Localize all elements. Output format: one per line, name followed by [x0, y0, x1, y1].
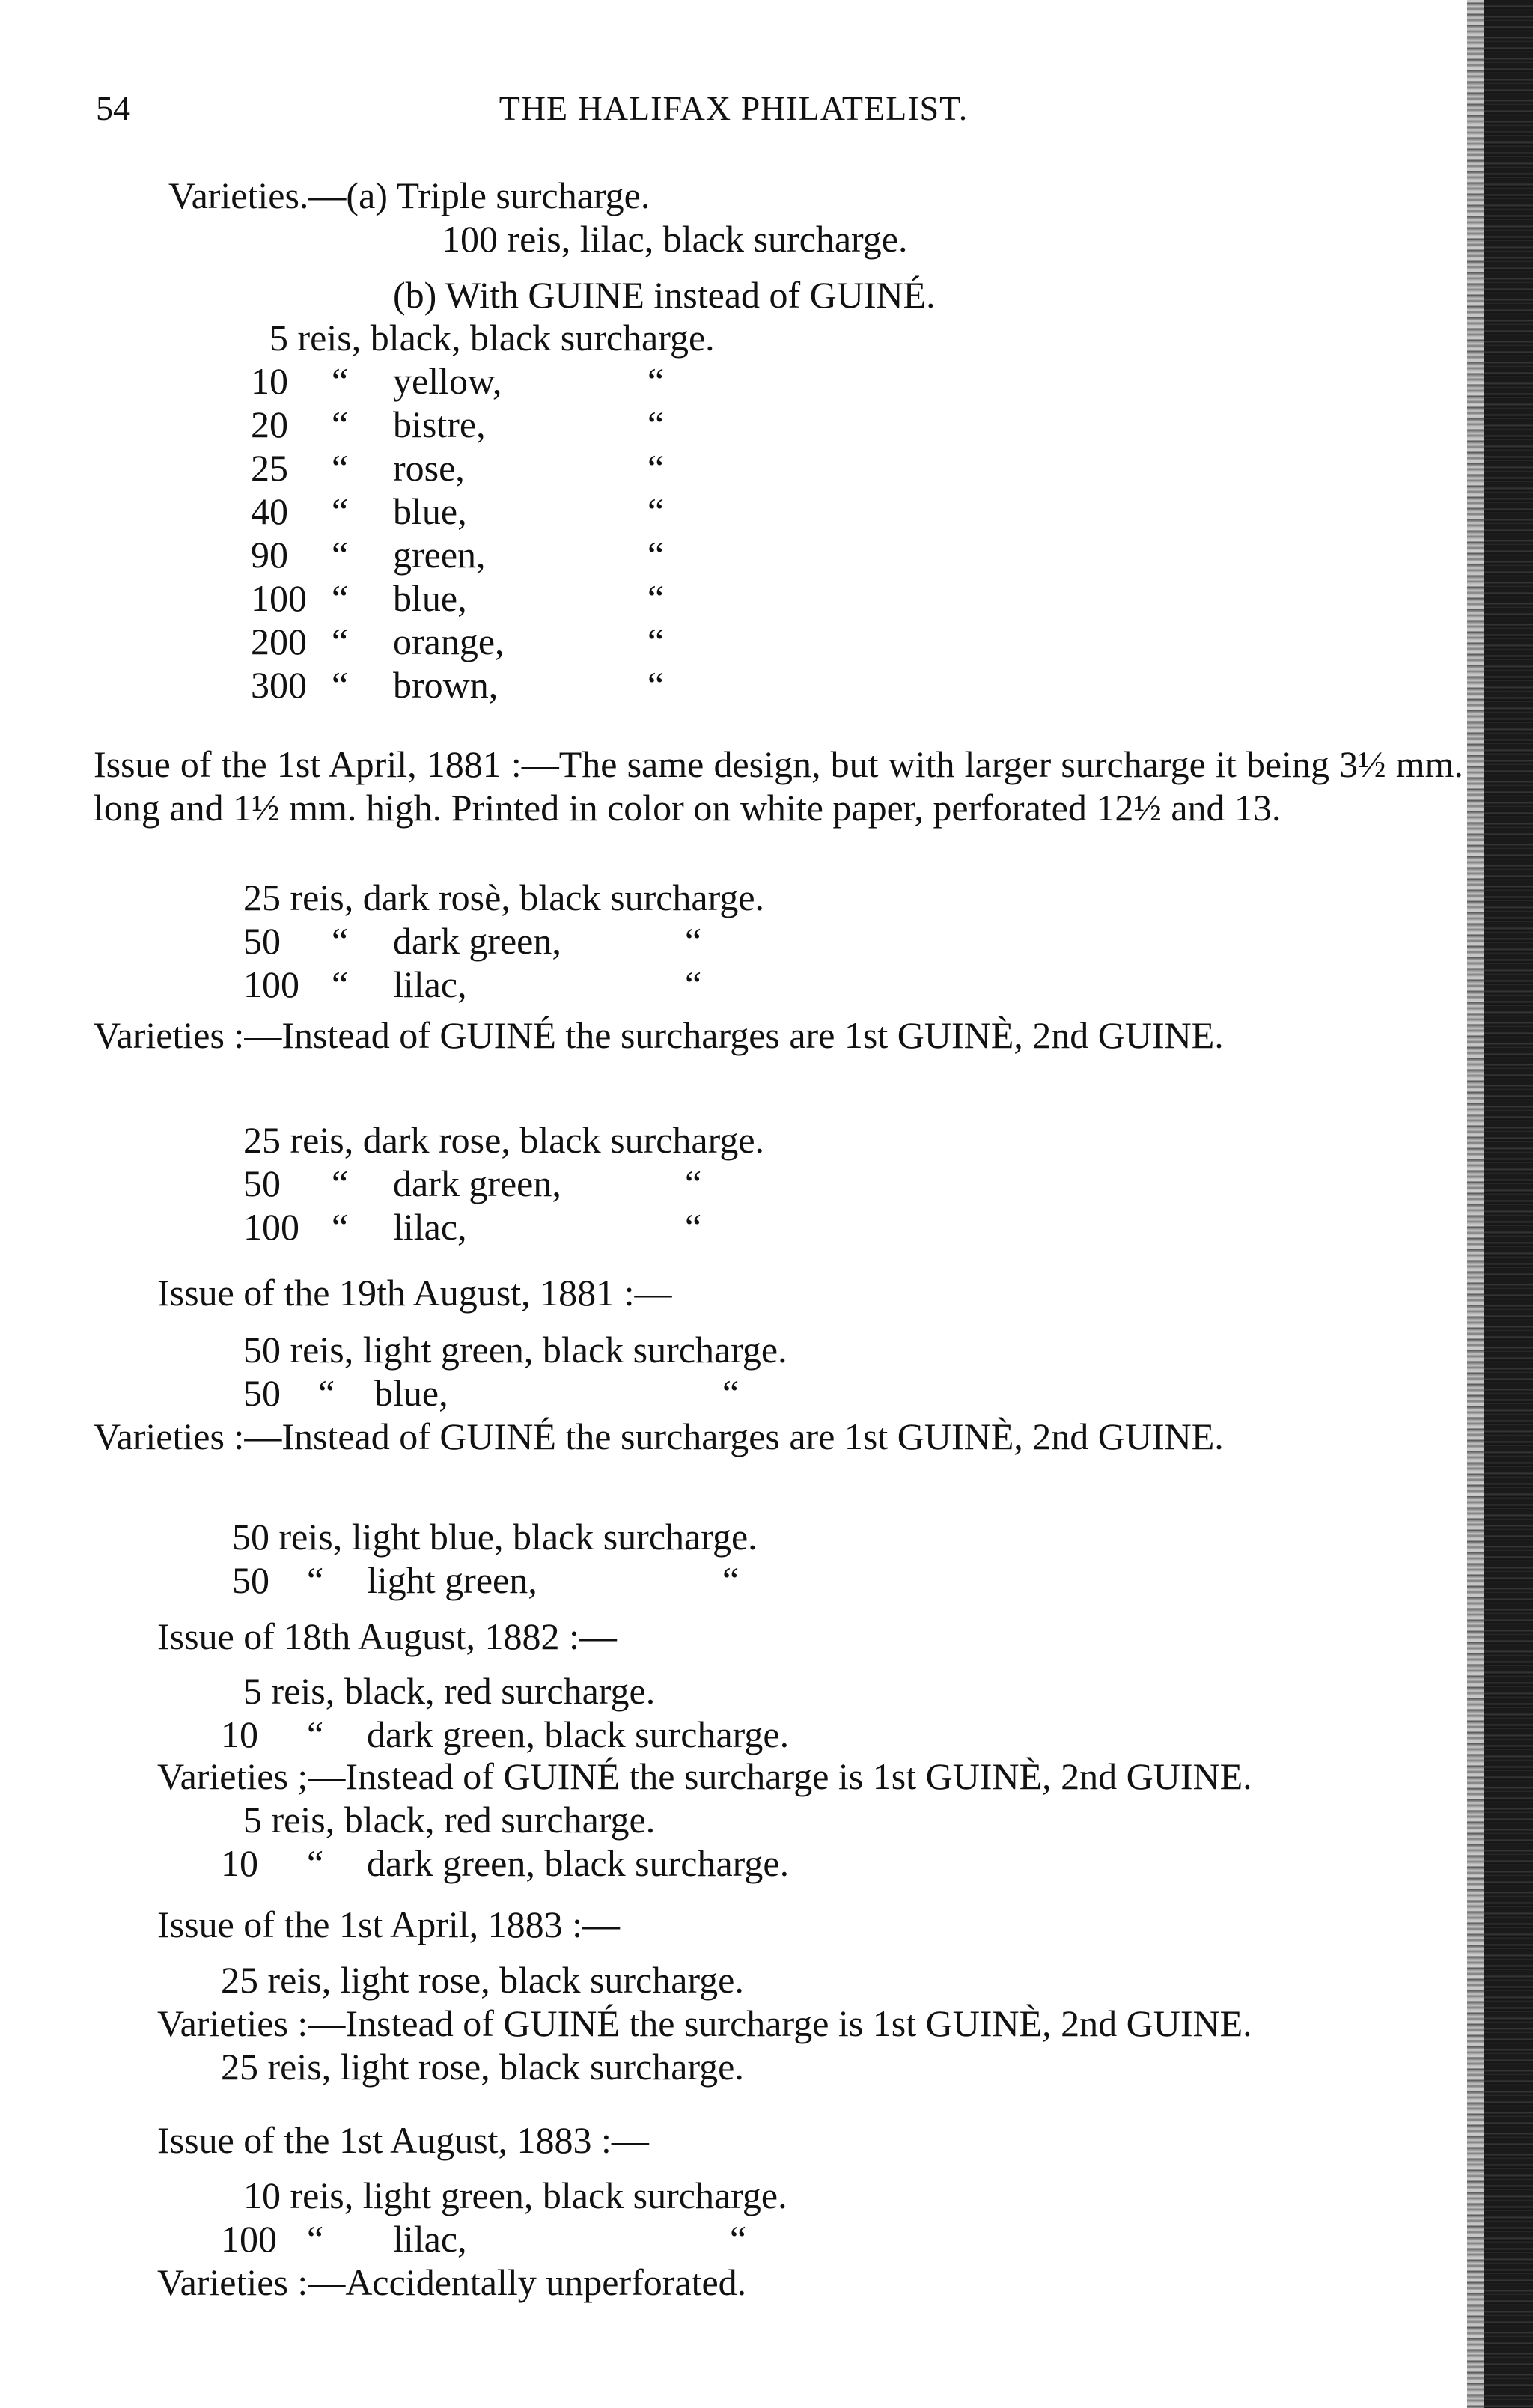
stamp-color: dark green, black surcharge. — [367, 1713, 790, 1755]
aug1881-varieties: Varieties :—Instead of GUINÉ the surcharges are 1st GUINÈ, 2nd GUINE. — [94, 1415, 1224, 1457]
ditto-mark: “ — [647, 403, 665, 445]
issue-aug-1883-heading: Issue of the 1st August, 1883 :— — [157, 2119, 649, 2161]
ditto-mark: “ — [722, 1559, 740, 1601]
issue-apr-1883-heading: Issue of the 1st April, 1883 :— — [157, 1903, 621, 1945]
ditto-mark: “ — [318, 1372, 335, 1414]
ditto-mark: “ — [332, 577, 349, 619]
stamp-color: lilac, — [393, 2218, 467, 2260]
stamp-value: 50 — [243, 920, 281, 962]
stamp-color: orange, — [393, 621, 505, 662]
aug1882-var-first-item: 5 reis, black, red surcharge. — [243, 1799, 656, 1841]
stamp-value: 100 — [243, 1206, 299, 1248]
varieties-b-heading: (b) With GUINE instead of GUINÉ. — [393, 274, 936, 316]
aug1882-first-item: 5 reis, black, red surcharge. — [243, 1670, 656, 1712]
scanned-page-edge — [1467, 0, 1533, 2408]
apr1883-varieties: Varieties :—Instead of GUINÉ the surcharge is 1st GUINÈ, 2nd GUINE. — [157, 2002, 1252, 2044]
stamp-value: 50 — [243, 1372, 281, 1414]
page-number: 54 — [96, 89, 130, 127]
varieties-a-heading: Varieties.—(a) Triple surcharge. — [168, 174, 650, 216]
stamp-value: 10 — [221, 1713, 258, 1755]
ditto-mark: “ — [332, 963, 349, 1005]
ditto-mark: “ — [332, 447, 349, 489]
stamp-value: 25 — [251, 447, 288, 489]
ditto-mark: “ — [332, 920, 349, 962]
stamp-value: 100 — [243, 963, 299, 1005]
stamp-color: dark green, — [393, 1162, 561, 1204]
varieties-b-first-item: 5 reis, black, black surcharge. — [269, 317, 715, 359]
ditto-mark: “ — [647, 534, 665, 576]
ditto-mark: “ — [722, 1372, 740, 1414]
page-header — [0, 88, 1467, 133]
ditto-mark: “ — [647, 577, 665, 619]
ditto-mark: “ — [730, 2218, 747, 2260]
ditto-mark: “ — [647, 360, 665, 402]
stamp-value: 40 — [251, 490, 288, 532]
ditto-mark: “ — [332, 664, 349, 706]
ditto-mark: “ — [685, 1162, 702, 1204]
ditto-mark: “ — [685, 920, 702, 962]
ditto-mark: “ — [647, 447, 665, 489]
ditto-mark: “ — [332, 403, 349, 445]
aug1883-first-item: 10 reis, light green, black surcharge. — [243, 2174, 787, 2216]
stamp-value: 100 — [221, 2218, 277, 2260]
stamp-color: blue, — [374, 1372, 448, 1414]
stamp-color: blue, — [393, 577, 467, 619]
issue-april-1881-paragraph: Issue of the 1st April, 1881 :—The same design, but with larger surcharge it being 3½ mm. long and 1½ mm. high. Printed in color on white paper, perforated 12½ and 13. — [94, 743, 1463, 829]
ditto-mark: “ — [332, 1206, 349, 1248]
stamp-value: 50 — [243, 1162, 281, 1204]
stamp-value: 10 — [221, 1842, 258, 1884]
stamp-color: rose, — [393, 447, 465, 489]
stamp-color: green, — [393, 534, 486, 576]
aug1881-var-first-item: 50 reis, light blue, black surcharge. — [232, 1516, 758, 1558]
running-title: THE HALIFAX PHILATELIST. — [499, 89, 969, 127]
ditto-mark: “ — [332, 1162, 349, 1204]
stamp-value: 300 — [251, 664, 307, 706]
varieties-a-item: 100 reis, lilac, black surcharge. — [442, 218, 908, 260]
stamp-color: lilac, — [393, 963, 467, 1005]
issue-aug-1881-heading: Issue of the 19th August, 1881 :— — [157, 1272, 672, 1314]
ditto-mark: “ — [647, 664, 665, 706]
apr1883-first-item: 25 reis, light rose, black surcharge. — [221, 1959, 744, 2001]
apr1881-var-first-item: 25 reis, dark rose, black surcharge. — [243, 1119, 765, 1161]
stamp-value: 100 — [251, 577, 307, 619]
stamp-color: lilac, — [393, 1206, 467, 1248]
aug1882-varieties: Varieties ;—Instead of GUINÉ the surcharge is 1st GUINÈ, 2nd GUINE. — [157, 1755, 1252, 1797]
ditto-mark: “ — [332, 360, 349, 402]
stamp-color: dark green, black surcharge. — [367, 1842, 790, 1884]
ditto-mark: “ — [647, 621, 665, 662]
stamp-color: bistre, — [393, 403, 486, 445]
stamp-color: light green, — [367, 1559, 537, 1601]
stamp-color: brown, — [393, 664, 499, 706]
apr1881-first-item: 25 reis, dark rosè, black surcharge. — [243, 877, 765, 918]
ditto-mark: “ — [685, 1206, 702, 1248]
ditto-mark: “ — [307, 2218, 324, 2260]
stamp-value: 20 — [251, 403, 288, 445]
stamp-value: 90 — [251, 534, 288, 576]
ditto-mark: “ — [647, 490, 665, 532]
apr1883-var-first-item: 25 reis, light rose, black surcharge. — [221, 2046, 744, 2088]
stamp-color: yellow, — [393, 360, 502, 402]
stamp-color: dark green, — [393, 920, 561, 962]
ditto-mark: “ — [685, 963, 702, 1005]
aug1881-first-item: 50 reis, light green, black surcharge. — [243, 1329, 787, 1371]
ditto-mark: “ — [332, 621, 349, 662]
stamp-value: 10 — [251, 360, 288, 402]
issue-1882-heading: Issue of 18th August, 1882 :— — [157, 1615, 617, 1657]
ditto-mark: “ — [307, 1559, 324, 1601]
ditto-mark: “ — [307, 1842, 324, 1884]
stamp-value: 200 — [251, 621, 307, 662]
stamp-color: blue, — [393, 490, 467, 532]
ditto-mark: “ — [307, 1713, 324, 1755]
apr1881-varieties: Varieties :—Instead of GUINÉ the surcharges are 1st GUINÈ, 2nd GUINE. — [94, 1014, 1224, 1056]
stamp-value: 50 — [232, 1559, 269, 1601]
aug1883-varieties: Varieties :—Accidentally unperforated. — [157, 2261, 747, 2303]
ditto-mark: “ — [332, 490, 349, 532]
ditto-mark: “ — [332, 534, 349, 576]
